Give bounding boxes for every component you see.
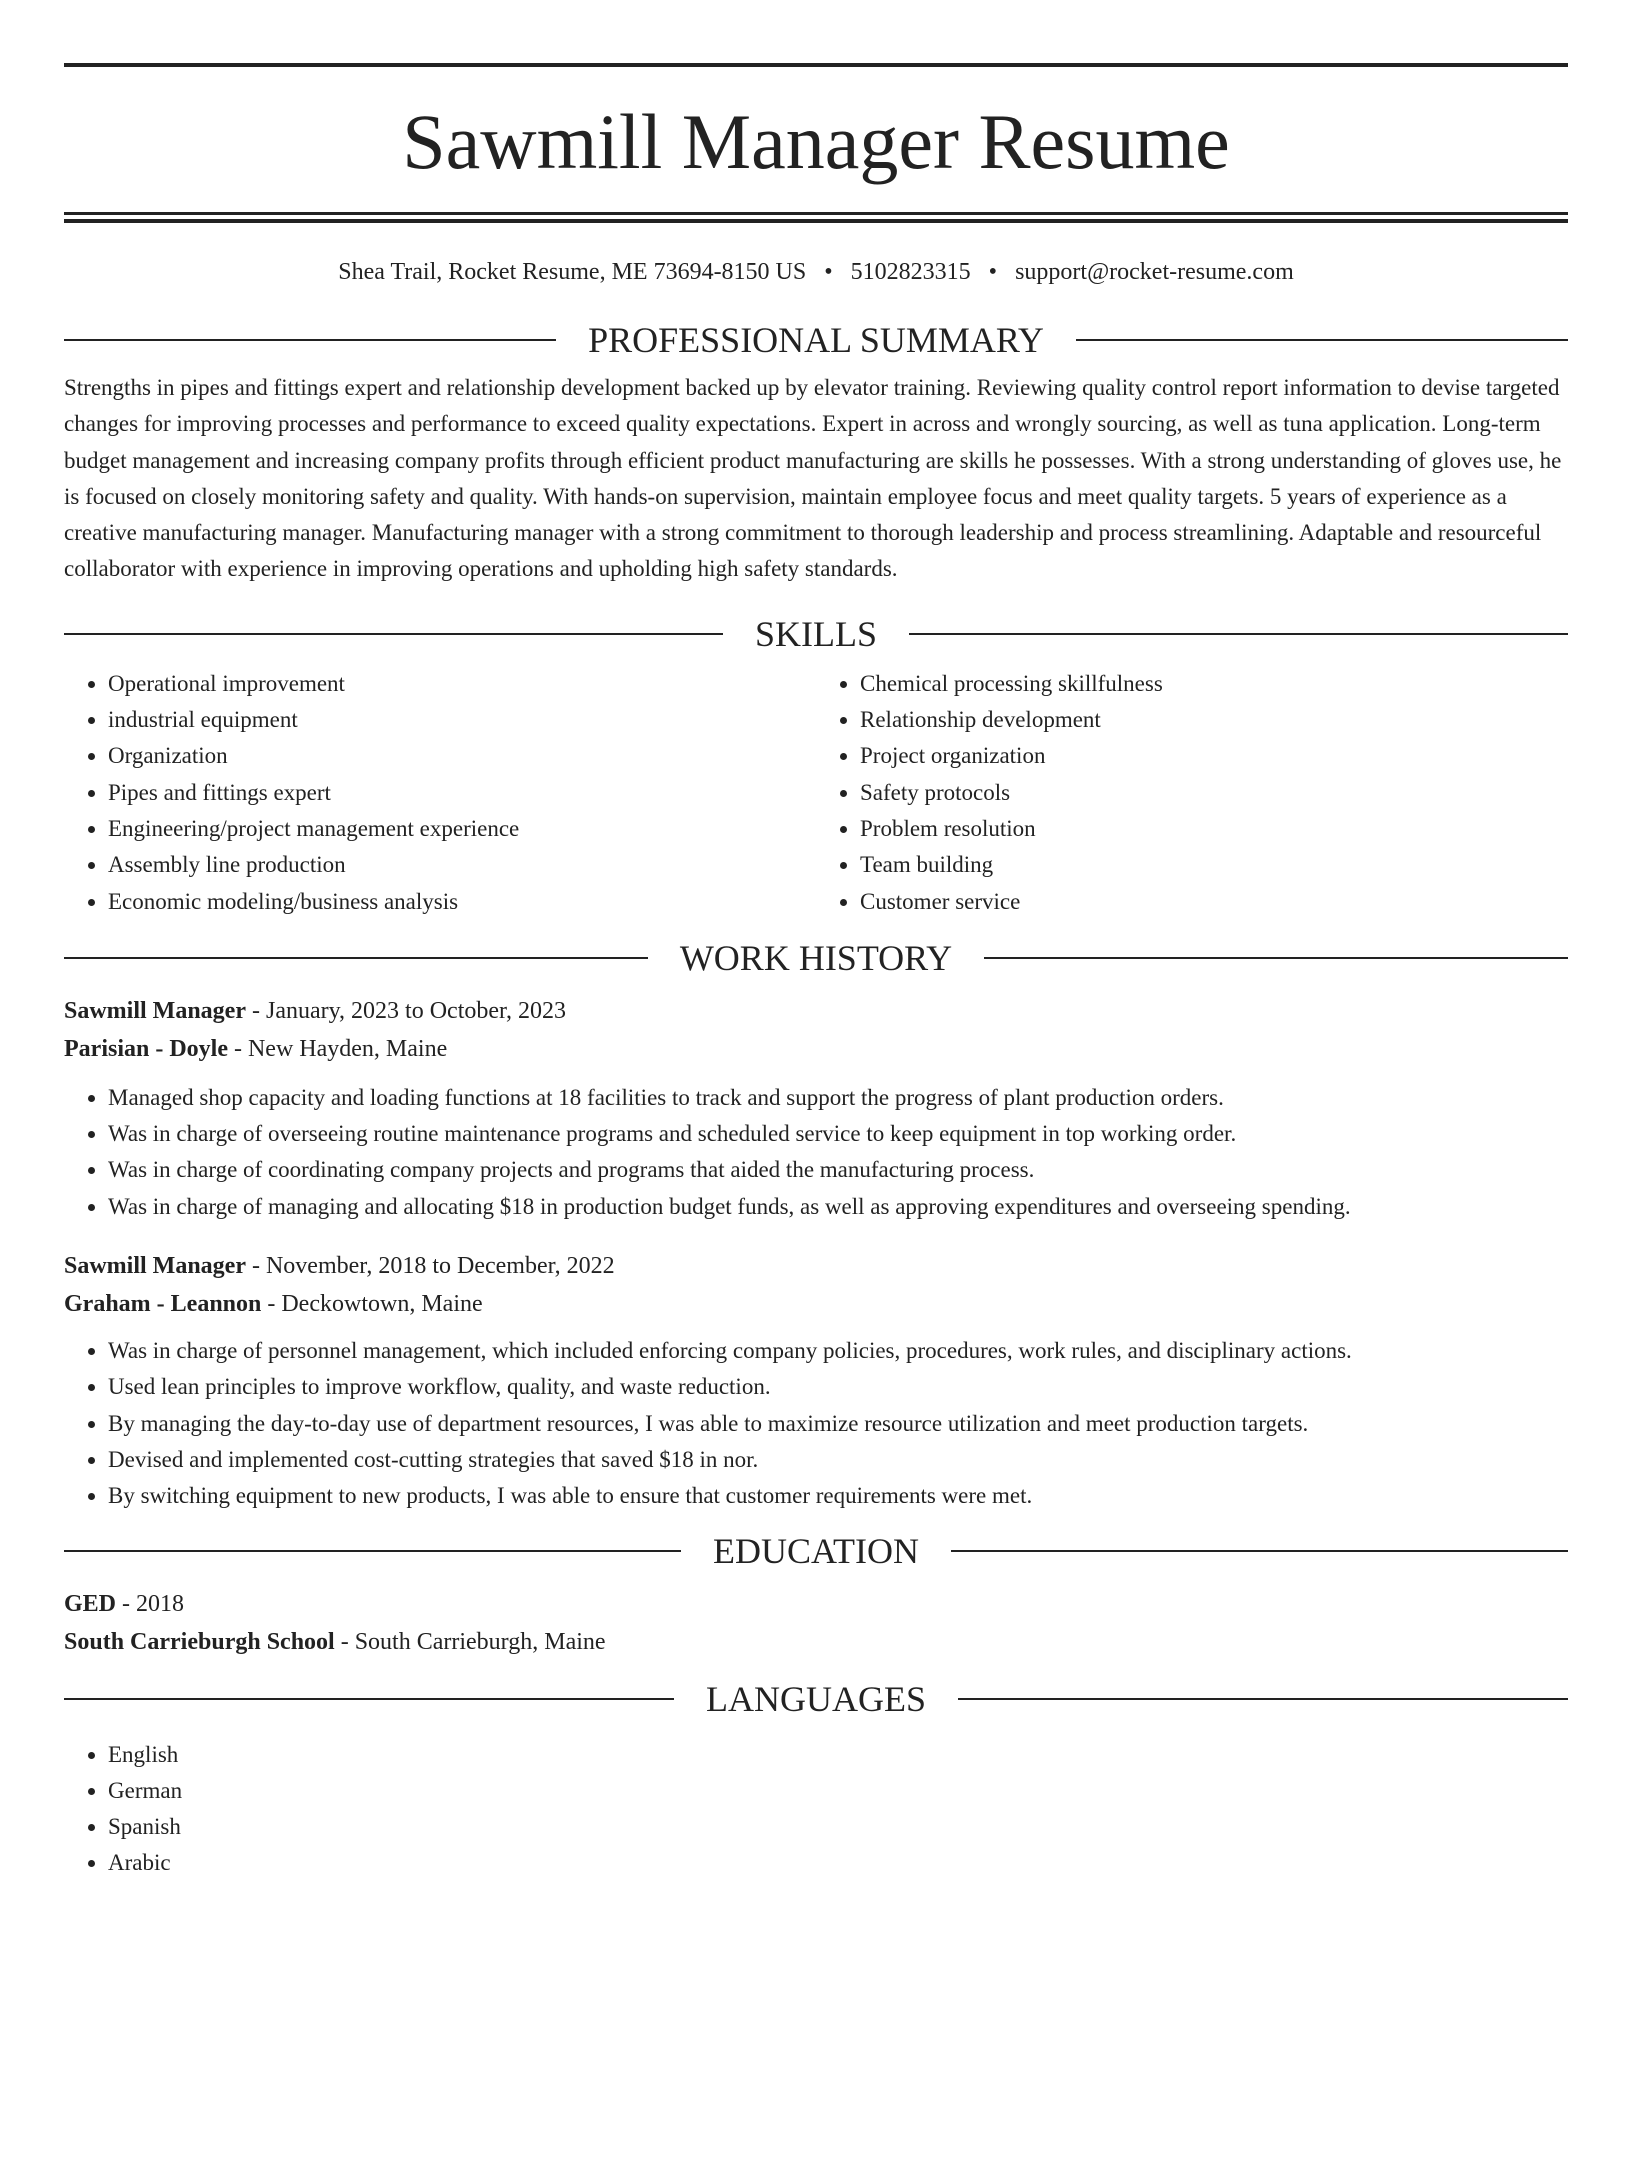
section-rule xyxy=(984,957,1568,959)
job-dates: - November, 2018 to December, 2022 xyxy=(245,1253,615,1280)
skill-item: • Engineering/project management experience xyxy=(108,811,816,847)
contact-email[interactable]: support@rocket-resume.com xyxy=(1015,259,1294,285)
section-header-summary xyxy=(64,320,1568,360)
job-title-line xyxy=(64,992,1568,1030)
skill-item: • Pipes and fittings expert xyxy=(108,775,816,811)
job-company-line xyxy=(64,1285,1568,1323)
job-bullets xyxy=(64,1080,1568,1225)
job-bullet: • Was in charge of coordinating company projects and programs that aided the manufacturing process. xyxy=(108,1152,1568,1188)
job-bullet: • Was in charge of overseeing routine maintenance programs and scheduled service to keep equipment in top working order. xyxy=(108,1116,1568,1152)
skill-item: • Organization xyxy=(108,738,816,774)
skill-item: • Economic modeling/business analysis xyxy=(108,884,816,920)
job-entry xyxy=(64,1247,1568,1514)
education-year: - 2018 xyxy=(116,1590,185,1617)
section-header-education xyxy=(64,1531,1568,1571)
section-rule xyxy=(909,633,1568,635)
job-bullet: • Was in charge of managing and allocating $18 in production budget funds, as well as approving expenditures and overseeing spending. xyxy=(108,1189,1568,1225)
job-company: Graham - Leannon xyxy=(64,1291,262,1318)
section-rule xyxy=(958,1698,1568,1700)
job-company-line xyxy=(64,1030,1568,1068)
top-rule xyxy=(64,63,1568,67)
job-title: Sawmill Manager xyxy=(64,1253,246,1280)
job-dates: - January, 2023 to October, 2023 xyxy=(245,997,567,1024)
section-rule xyxy=(1076,339,1568,341)
section-title: SKILLS xyxy=(755,613,878,654)
skills-column-left xyxy=(64,666,816,920)
job-title-line xyxy=(64,1247,1568,1285)
education-entry xyxy=(64,1585,1568,1661)
title-double-rule xyxy=(64,212,1568,223)
education-degree-line xyxy=(64,1585,1568,1623)
skill-item: • Project organization xyxy=(860,738,1568,774)
education-school: South Carrieburgh School xyxy=(64,1628,335,1655)
section-rule xyxy=(64,339,556,341)
job-title: Sawmill Manager xyxy=(64,997,246,1024)
language-item: • Spanish xyxy=(108,1809,1568,1845)
section-header-skills xyxy=(64,614,1568,654)
job-entry xyxy=(64,992,1568,1225)
resume-title: Sawmill Manager Resume xyxy=(402,98,1230,185)
contact-address: Shea Trail, Rocket Resume, ME 73694-8150 US xyxy=(338,259,807,285)
job-bullet: • By switching equipment to new products, I was able to ensure that customer requirements were met. xyxy=(108,1478,1568,1514)
language-item: • German xyxy=(108,1773,1568,1809)
skill-item: • Assembly line production xyxy=(108,847,816,883)
education-school-line xyxy=(64,1623,1568,1661)
section-header-work xyxy=(64,938,1568,978)
skill-item: • Team building xyxy=(860,847,1568,883)
skill-item: • Safety protocols xyxy=(860,775,1568,811)
job-location: - New Hayden, Maine xyxy=(227,1035,448,1062)
education-degree: GED xyxy=(64,1590,117,1617)
language-item: • Arabic xyxy=(108,1845,1568,1881)
skill-item: • Problem resolution xyxy=(860,811,1568,847)
section-rule xyxy=(64,1550,681,1552)
job-bullet: • Devised and implemented cost-cutting strategies that saved $18 in nor. xyxy=(108,1442,1568,1478)
languages-list xyxy=(64,1737,1568,1882)
skill-item: • industrial equipment xyxy=(108,702,816,738)
skills-list xyxy=(64,666,1568,920)
section-title: PROFESSIONAL SUMMARY xyxy=(588,320,1044,360)
section-rule xyxy=(64,957,648,959)
contact-line xyxy=(64,256,1568,288)
education-location: - South Carrieburgh, Maine xyxy=(334,1628,606,1655)
job-bullets xyxy=(64,1333,1568,1514)
skill-item: • Operational improvement xyxy=(108,666,816,702)
section-title: LANGUAGES xyxy=(706,1678,926,1719)
job-bullet: • Managed shop capacity and loading functions at 18 facilities to track and support the progress of plant production orders. xyxy=(108,1080,1568,1116)
job-bullet: • By managing the day-to-day use of department resources, I was able to maximize resource utilization and meet production targets. xyxy=(108,1406,1568,1442)
section-rule xyxy=(951,1550,1568,1552)
summary-text: Strengths in pipes and fittings expert and relationship development backed up by elevator training. Reviewing quality control report information to devise targeted changes for improving processes and performance to exceed quality expectations. Expert in across and wrongly sourcing, as well as tuna application. Long-term budget management and increasing company profits through efficient product manufacturing are skills he possesses. With a strong understanding of gloves use, he is focused on closely monitoring safety and quality. With hands-on supervision, maintain employee focus and meet quality targets. 5 years of experience as a creative manufacturing manager. Manufacturing manager with a strong commitment to thorough leadership and process streamlining. Adaptable and resourceful collaborator with experience in improving operations and upholding high safety standards. xyxy=(64,375,1562,582)
skill-item: • Chemical processing skillfulness xyxy=(860,666,1568,702)
contact-separator: • xyxy=(988,259,998,285)
contact-separator: • xyxy=(824,259,833,285)
job-company: Parisian - Doyle xyxy=(64,1035,228,1062)
job-location: - Deckowtown, Maine xyxy=(261,1291,483,1318)
language-item: • English xyxy=(108,1737,1568,1773)
section-header-languages xyxy=(64,1679,1568,1719)
section-title: WORK HISTORY xyxy=(679,937,953,978)
skill-item: • Customer service xyxy=(860,884,1568,920)
section-title: EDUCATION xyxy=(713,1530,919,1571)
contact-phone[interactable]: 5102823315 xyxy=(850,259,971,285)
section-rule xyxy=(64,1698,674,1700)
job-bullet: • Was in charge of personnel management, which included enforcing company policies, procedures, work rules, and disciplinary actions. xyxy=(108,1333,1568,1369)
skill-item: • Relationship development xyxy=(860,702,1568,738)
section-rule xyxy=(64,633,723,635)
job-bullet: • Used lean principles to improve workflow, quality, and waste reduction. xyxy=(108,1369,1568,1405)
skills-column-right xyxy=(816,666,1568,920)
resume-page xyxy=(0,63,1632,2175)
